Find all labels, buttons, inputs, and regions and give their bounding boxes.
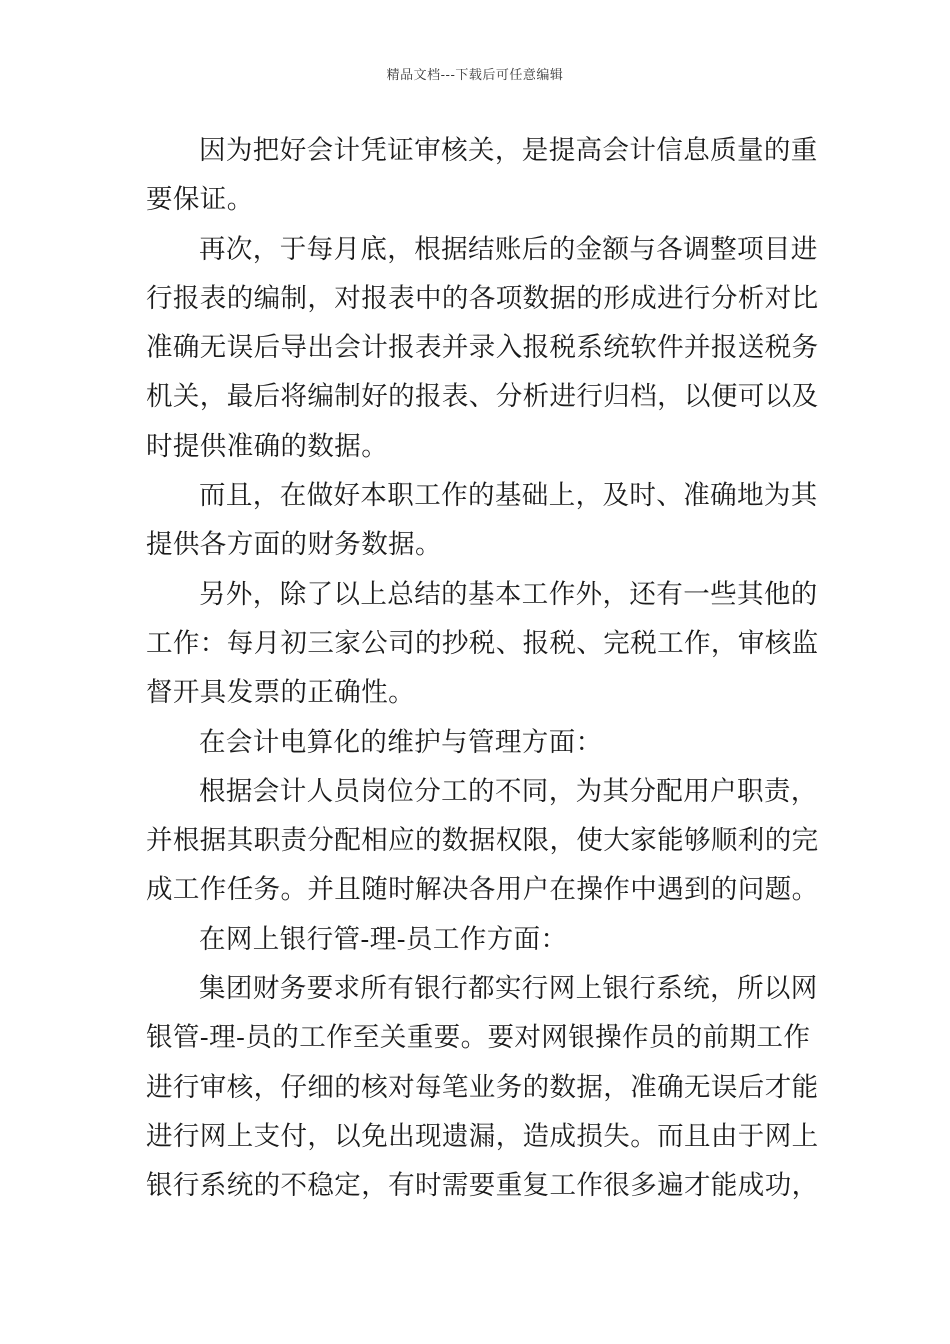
- text-line: 银管-理-员的工作至关重要。要对网银操作员的前期工作: [146, 1022, 811, 1054]
- text-line: 准确无误后导出会计报表并录入报税系统软件并报送税务: [146, 332, 819, 364]
- document-body: [146, 126, 819, 1211]
- text-line: 再次，于每月底，根据结账后的金额与各调整项目进: [199, 233, 818, 265]
- text-line: 因为把好会计凭证审核关，是提高会计信息质量的重: [199, 135, 818, 166]
- text-line: 另外，除了以上总结的基本工作外，还有一些其他的: [199, 578, 818, 610]
- text-line: 工作：每月初三家公司的抄税、报税、完税工作，审核监: [146, 627, 819, 659]
- text-line: 银行系统的不稳定，有时需要重复工作很多遍才能成功，: [146, 1170, 819, 1202]
- text-line: 在会计电算化的维护与管理方面：: [199, 726, 603, 758]
- text-line: 并根据其职责分配相应的数据权限，使大家能够顺利的完: [146, 825, 819, 857]
- text-line: 提供各方面的财务数据。: [146, 529, 442, 561]
- text-line: 成工作任务。并且随时解决各用户在操作中遇到的问题。: [146, 874, 819, 906]
- text-line: 进行网上支付，以免出现遗漏，造成损失。而且由于网上: [146, 1120, 819, 1152]
- text-line: 机关，最后将编制好的报表、分析进行归档，以便可以及: [146, 381, 819, 413]
- text-line: 在网上银行管-理-员工作方面：: [199, 923, 568, 955]
- text-line: 行报表的编制，对报表中的各项数据的形成进行分析对比: [146, 282, 819, 314]
- page-header: 精品文档---下载后可任意编辑: [386, 68, 564, 83]
- text-line: 督开具发票的正确性。: [146, 677, 415, 709]
- text-line: 时提供准确的数据。: [146, 430, 389, 462]
- text-line: 进行审核，仔细的核对每笔业务的数据，准确无误后才能: [146, 1071, 819, 1103]
- text-line: 要保证。: [146, 184, 254, 216]
- text-line: 而且，在做好本职工作的基础上，及时、准确地为其: [199, 480, 818, 512]
- text-line: 集团财务要求所有银行都实行网上银行系统，所以网: [199, 973, 818, 1005]
- text-line: 根据会计人员岗位分工的不同，为其分配用户职责，: [199, 775, 818, 807]
